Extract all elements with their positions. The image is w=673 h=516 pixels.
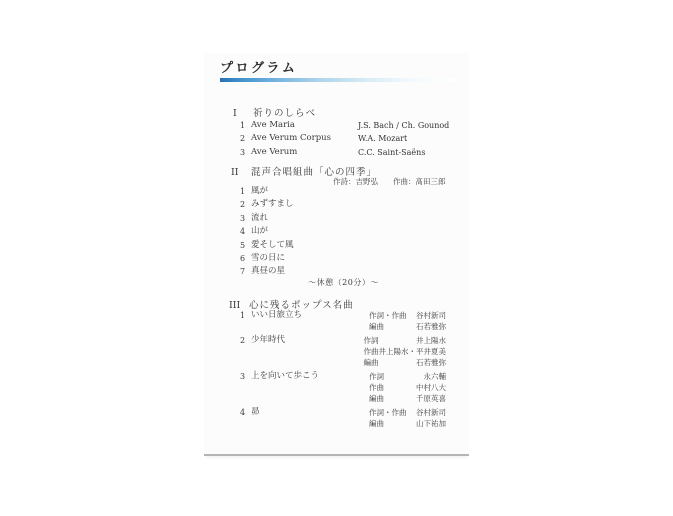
song-number: 4 xyxy=(240,408,246,417)
song-title: 愛そして風 xyxy=(251,239,294,250)
credit-row xyxy=(369,371,446,382)
song-block xyxy=(240,371,446,404)
song-title: 上を向いて歩こう xyxy=(251,371,320,381)
credit-role: 編曲 xyxy=(363,358,379,367)
song-row xyxy=(240,119,460,132)
intermission-note: 〜休憩（20分）〜 xyxy=(308,278,379,287)
song-number: 7 xyxy=(240,267,246,277)
song-title: 山が xyxy=(251,226,269,237)
song-number: 4 xyxy=(240,227,246,237)
song-title: いい日旅立ち xyxy=(251,310,303,320)
credit-role: 作詞 xyxy=(369,372,384,381)
song-row xyxy=(240,252,460,265)
credit-role: 作詞 xyxy=(363,336,379,345)
song-title: 真昼の星 xyxy=(251,266,286,277)
credit-name: 谷村新司 xyxy=(416,408,446,417)
credit-role: 作曲 xyxy=(369,383,384,392)
song-row xyxy=(240,146,460,159)
song-title: みずすまし xyxy=(251,199,294,210)
section-title: 祈りのしらべ xyxy=(253,108,317,119)
song-title-cell xyxy=(240,335,364,368)
song-title: Ave Maria xyxy=(251,120,295,130)
song-title: 少年時代 xyxy=(251,335,286,345)
song-block xyxy=(240,310,446,332)
song-number: 1 xyxy=(240,311,246,320)
credit-row xyxy=(369,393,446,404)
song-number: 1 xyxy=(240,187,246,196)
section-2-attribution: 作詩：吉野弘 作曲：髙田三郎 xyxy=(333,177,446,186)
section-2-song-list xyxy=(240,185,460,279)
credit-row xyxy=(369,310,446,321)
credit-name: 石若雅弥 xyxy=(416,358,446,367)
section-numeral: I xyxy=(233,108,237,119)
song-row xyxy=(240,212,460,225)
section-1-song-list xyxy=(240,119,460,159)
song-number: 3 xyxy=(240,372,246,381)
section-numeral: III xyxy=(229,300,241,311)
credit-name: 中村八大 xyxy=(416,383,446,392)
credit-role: 編曲 xyxy=(369,322,384,331)
program-page xyxy=(204,53,469,456)
credit-name: 谷村新司 xyxy=(416,311,446,320)
song-row xyxy=(240,185,460,198)
credit-name: 千原英喜 xyxy=(416,394,446,403)
credit-name: 井上陽水・平井夏美 xyxy=(378,347,446,356)
song-number: 2 xyxy=(240,134,246,144)
song-row xyxy=(240,239,460,252)
credit-row xyxy=(369,407,446,418)
song-composer: W.A. Mozart xyxy=(358,134,408,144)
section-title: 混声合唱組曲「心の四季」 xyxy=(251,167,378,178)
credit-role: 作詞・作曲 xyxy=(369,408,407,417)
song-number: 6 xyxy=(240,253,246,263)
section-3-song-list xyxy=(240,310,446,432)
song-title: Ave Verum Corpus xyxy=(251,133,331,144)
credit-name: 井上陽水 xyxy=(416,336,446,345)
credit-name: 山下祐加 xyxy=(416,419,446,428)
song-credits xyxy=(369,371,446,404)
credit-name: 石若雅弥 xyxy=(416,322,446,331)
credit-role: 編曲 xyxy=(369,394,384,403)
credit-role: 編曲 xyxy=(369,419,384,428)
song-number: 1 xyxy=(240,121,246,130)
song-credits xyxy=(369,407,446,429)
song-composer: C.C. Saint-Saëns xyxy=(358,147,426,157)
credit-row xyxy=(369,382,446,393)
song-title: 風が xyxy=(251,186,269,196)
song-block xyxy=(240,407,446,429)
song-title: 昴 xyxy=(251,407,260,417)
credit-row xyxy=(364,346,447,357)
section-title: 心に残るポップス名曲 xyxy=(249,300,354,311)
song-title-cell xyxy=(240,407,369,429)
page-title: プログラム xyxy=(220,61,298,76)
credit-role: 作詞・作曲 xyxy=(369,311,407,320)
credit-row xyxy=(369,321,446,332)
song-title: 雪の日に xyxy=(251,252,286,263)
credit-row xyxy=(369,418,446,429)
song-title: Ave Verum xyxy=(251,146,298,157)
song-composer: J.S. Bach / Ch. Gounod xyxy=(358,121,450,130)
song-credits xyxy=(369,310,446,332)
song-row xyxy=(240,132,460,145)
song-title: 流れ xyxy=(251,212,269,223)
section-1-header xyxy=(233,105,316,119)
title-accent-bar xyxy=(220,78,456,82)
song-credits xyxy=(364,335,447,368)
song-block xyxy=(240,335,446,368)
song-number: 2 xyxy=(240,336,246,345)
song-number: 3 xyxy=(240,147,246,157)
song-number: 3 xyxy=(240,213,246,223)
song-row xyxy=(240,225,460,238)
credit-name: 永六輔 xyxy=(423,372,446,381)
section-numeral: II xyxy=(231,167,239,178)
credit-row xyxy=(364,335,447,346)
credit-row xyxy=(364,357,447,368)
song-title-cell xyxy=(240,371,369,404)
song-number: 2 xyxy=(240,200,246,210)
song-number: 5 xyxy=(240,240,246,250)
section-3-header xyxy=(229,297,354,311)
song-title-cell xyxy=(240,310,369,332)
credit-role: 作曲 xyxy=(363,347,379,356)
song-row xyxy=(240,198,460,211)
